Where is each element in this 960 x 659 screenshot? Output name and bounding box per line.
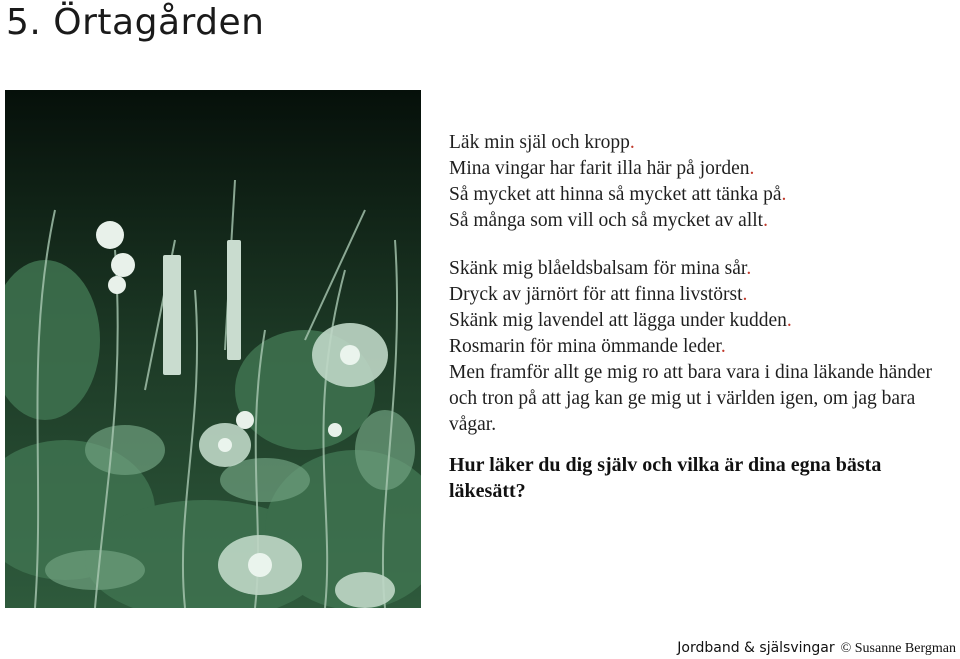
poem-line: Skänk mig blåeldsbalsam för mina sår. [449,258,752,279]
poem-line: Rosmarin för mina ömmande leder. [449,336,726,357]
poem-line: Dryck av järnört för att finna livstörst. [449,284,748,305]
footer-brand: Jordband & själsvingar [677,640,835,656]
garden-photo [5,90,421,608]
poem-line: Mina vingar har farit illa här på jorden. [449,158,755,179]
poem-line: Läk min själ och kropp. [449,132,635,153]
poem-closing: Men framför allt ge mig ro att bara vara i dina läkande händer och tron på att jag kan ge mig ut i världen igen, om jag bara vågar. [449,362,932,435]
poem-line: Så många som vill och så mycket av allt. [449,210,768,231]
poem-line: Skänk mig lavendel att lägga under kudden. [449,310,792,331]
reflection-question: Hur läker du dig själv och vilka är dina egna bästa läkesätt? [449,454,882,502]
poem-stanza-2 [449,256,954,438]
footer-copyright: © Susanne Bergman [840,641,956,656]
poem-text [449,130,954,504]
poem-stanza-1 [449,130,954,234]
footer [677,640,956,657]
page-title: 5. Örtagården [6,2,265,43]
poem-line: Så mycket att hinna så mycket att tänka på. [449,184,787,205]
